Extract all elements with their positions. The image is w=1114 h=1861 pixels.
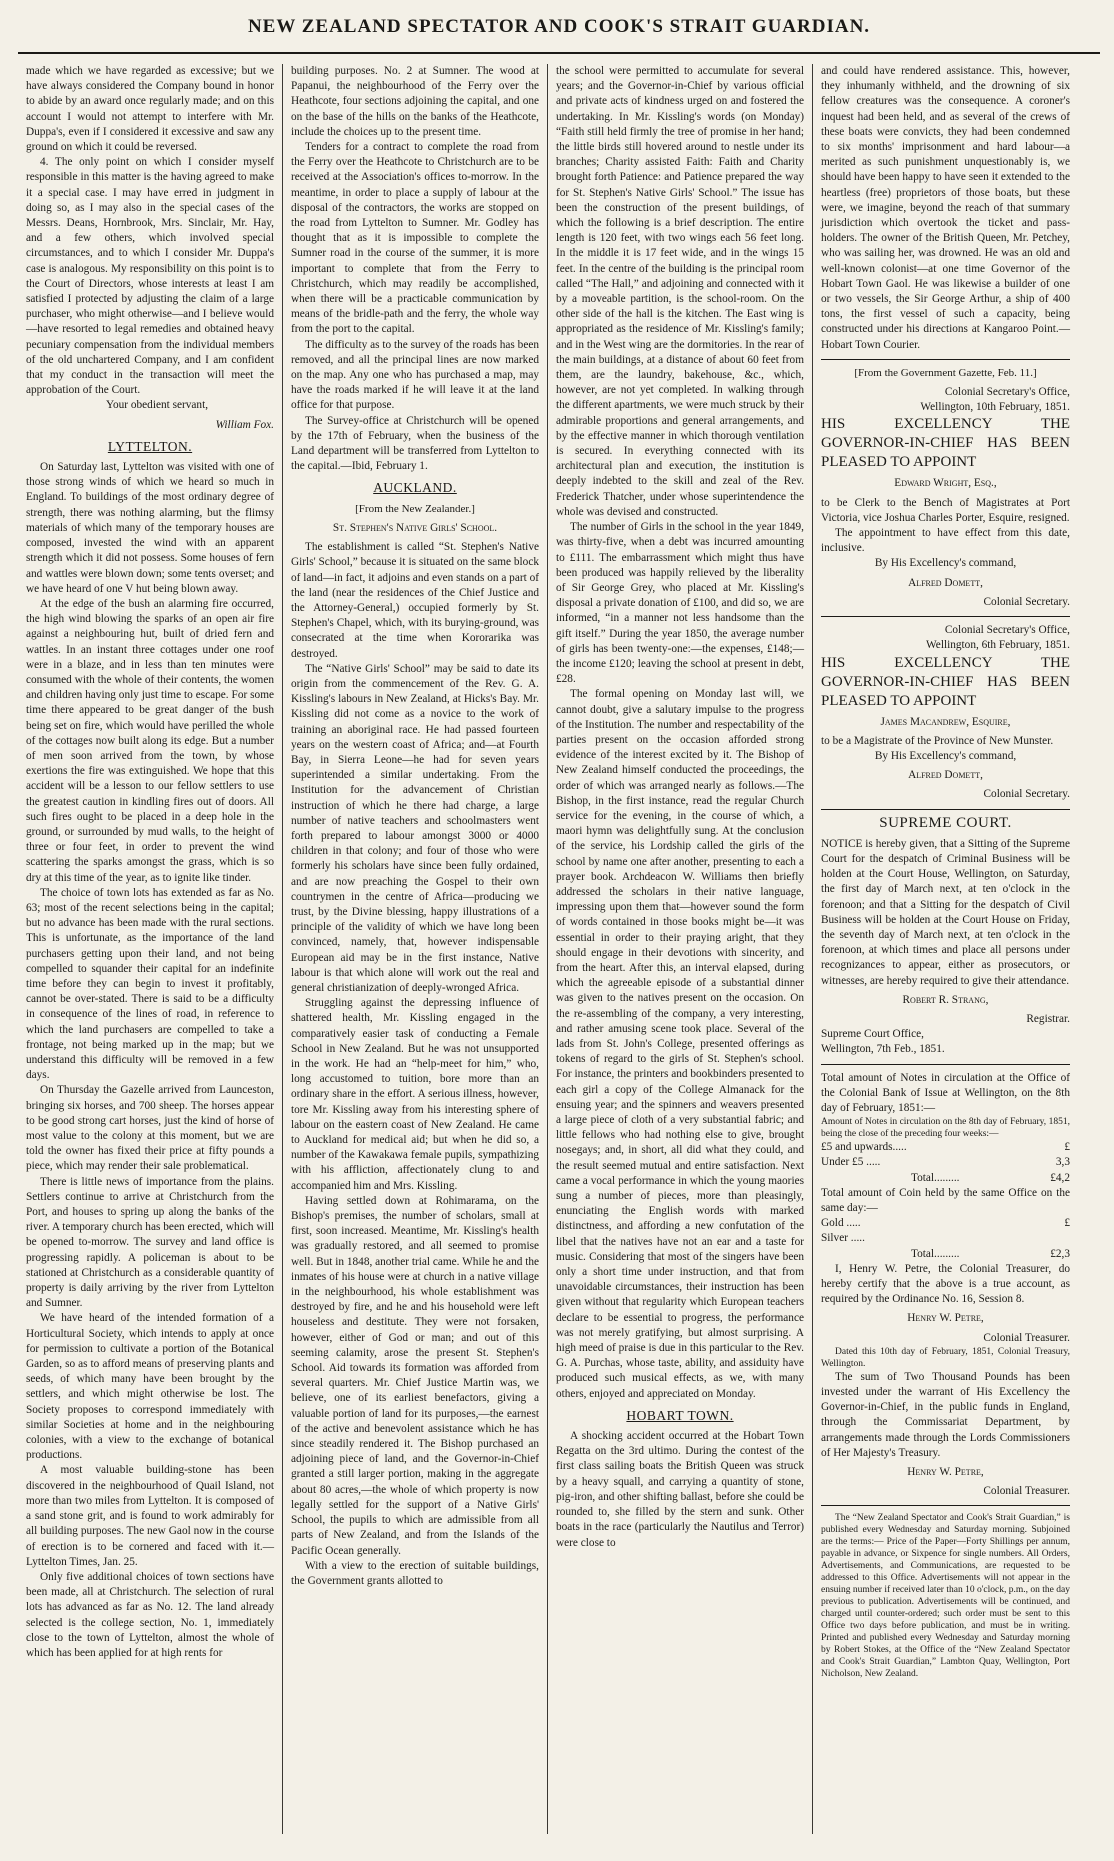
divider [821,1505,1070,1506]
col2-paragraph: Tenders for a contract to complete the road from the Ferry over the Heathcote to Christchurch are to be received at the Association's offices to-morrow. In the meantime, in order to place a supply of labour at the disposal of the contractors, the works are stopped on the road from Lyttelton to Sumner. Mr. Godley has thought that as it is impossible to complete the Sumner road in the course of the summer, it is more important to complete that from the Ferry to Christchurch, which may readily be accomplished, when there will be a practicable communication by means of the bridle-path and the ferry, the whole way from the port to the capital. [291,141,539,336]
row-value: £ [1064,1217,1070,1230]
row-value: £2,3 [1050,1247,1070,1260]
col2-paragraph: The Survey-office at Christchurch will be opened by the 17th of February, when the business of the Land department will be transferred from Lyttelton to the capital.—Ibid, February 1. [291,414,539,473]
treasurer-declaration: I, Henry W. Petre, the Colonial Treasurer, do hereby certify that the above is a true account, as required by the Ordinance No. 16, Session 8. [821,1262,1070,1306]
coin-heading: Total amount of Coin held by the same Office on the same day:— [821,1186,1070,1214]
masthead-rule [18,52,1100,54]
col2-paragraph: The establishment is called “St. Stephen's Native Girls' School,” because it is situated on the same block of land—in fact, it adjoins and even stands on a part of the land (near the residences of the Chief Justice and the Attorney-General,) occupied formerly by St. Stephen's Chapel, which, with its burying-ground, was consecrated at the time when Kororarika was destroyed. [291,541,539,660]
signature-title: Registrar. [1026,1012,1070,1025]
row-label: £5 and upwards..... [821,1141,907,1154]
col1-paragraph: 4. The only point on which I consider myself responsible in this matter is the having agreed to make it a special case. I may have erred in judgment in doing so, as I may also in the special cases of the Messrs. Deans, Hornbrook, Mrs. Sinclair, Mr. Hay, and a few others, which involved special circumstances, and to which I consider Mr. Duppa's case is analogous. My responsibility on this point is to the Court of Directors, whose interests at least I am satisfied I protected by adjusting the claim of a large purchaser, who might otherwise—and I believe would—have resorted to legal remedies and obtained heavy pecuniary compensation from the individual members of the old unchartered Company, and I am confident that my conduct in the transaction will meet the approbation of the Court. [26,156,274,397]
divider [821,809,1070,810]
section-heading-hobart: HOBART TOWN. [626,1407,734,1423]
section-heading-auckland: AUCKLAND. [373,480,457,496]
col2-paragraph: The difficulty as to the survey of the roads has been removed, and all the principal lines are now marked on the map. Any one who has purchased a map, may have the roads marked if he will leave it at the land office for that purpose. [291,338,539,412]
divider [821,616,1070,617]
column-1 [18,64,283,1834]
divider [821,359,1070,360]
col3-paragraph: The formal opening on Monday last will, we cannot doubt, give a salutary impulse to the progress of the Institution. The number and respectability of the parties present on the occasion afforded strong evidence of the interest excited by it. The Bishop of New Zealand himself conducted the proceedings, the order of which was arranged nearly as follows.—The Bishop, in the first instance, read the regular Church service for the evening, in the course of which, a maori hymn was delightfully sung. At the conclusion of the service, his Lordship called the girls of the school by name one after another, presenting to each a prayer book. Archdeacon W. Williams then briefly addressed the scholars in their native language, impressing upon them that—however sound the form of words contained in those books might be—it was essential in order to their praying aright, that they should engage in their devotions with sincerity, and from the heart. After this, an interval elapsed, during which the agreeable episode of a substantial dinner was given to the natives present on the occasion. On the re-assembling of the company, a very interesting, and rather amusing scene took place. Several of the lads from St. John's College, presented offerings as tokens of regard to the girls of St. Stephen's school. For instance, the printers and bookbinders presented to each girl a copy of the College Almanack for the ensuing year; and the spinners and weavers presented a large piece of cloth of a very substantial fabric; and little fellows who had nothing else to give, brought nosegays; and, in short, all did what they could, and the result seemed mutual and entire satisfaction. Next came a vocal performance in which the young maories sung a number of pieces, more than pleasingly, enunciating the English words with marked distinctness, and affording a new confutation of the libel that the natives have not an ear and a taste for music. Considering that most of the singers have been only a short time under instruction, and that from unavoidable circumstances, their instruction has been given without that regularity which European teachers declare to be essential to progress, the performance was not merely gratifying, but almost surprising. A high meed of praise is due in this particular to the Rev. G. A. Purchas, whose taste, ability, and assiduity have produced such musical effects, as we, with many others, enjoyed and appreciated on Monday. [556,688,804,1400]
notice-body: HIS EXCELLENCY THE GOVERNOR-IN-CHIEF HAS BEEN PLEASED TO APPOINT [821,654,1070,709]
columns [18,64,1100,1834]
col1-paragraph: We have heard of the intended formation of a Horticultural Society, which intends to apply at once for permission to cultivate a portion of the Botanical Garden, so as to afford means of preserving plants and seeds, of which many have been brought by the settlers, and which might otherwise be lost. The Society proposes to correspond immediately with similar Societies at home and in the neighbouring colonies, with a view to the exchange of botanical productions. [26,1312,274,1462]
column-4 [813,64,1078,1834]
row-label: Under £5 ..... [821,1156,881,1169]
table-row [821,1140,1070,1155]
signature-name: Henry W. Petre, [907,1466,984,1479]
row-value: 3,3 [1055,1156,1070,1169]
col2-paragraph: The “Native Girls' School” may be said to date its origin from the commencement of the Rev. G. A. Kissling's labours in New Zealand, at Hicks's Bay. Mr. Kissling did not come as a novice to the work of training an aboriginal race. He had passed fourteen years on the western coast of Africa; and—at Fourth Bay, in Sierra Leone—he had for seven years superintended a similar undertaking. From the Institution for the advancement of Christian instruction of which he there had charge, a large number of native teachers and schoolmasters went forth prepared to labour amongst 3000 or 4000 children in that colony; and four of those who were formerly his scholars have since been fully ordained, and are now preaching the Gospel to their own countrymen in the centre of Africa—producing we trust, by the Divine blessing, happy illustrations of a principle of the validity of which we have long been convinced, namely, that, however indispensable European aid may be in the first instance, Native labour is that which alone will work out the real and general christianization of deeply-wronged Africa. [291,662,539,994]
col2-paragraph: Struggling against the depressing influence of shattered health, Mr. Kissling engaged in the comparatively easier task of conducting a Female School in New Zealand. But he was not unsupported in the work. He had an “help-meet for him,” who, long accustomed to tuition, bore more than an ordinary share in the effort. A serious illness, however, tore Mr. Kissling away from his interesting sphere of labour on the eastern coast of New Zealand. He came to Auckland for medical aid; but when he did so, a number of the Kawakawa female pupils, sympathizing with his affliction, affectionately clung to and accompanied him and Mrs. Kissling. [291,997,539,1192]
section-heading-lyttelton: LYTTELTON. [107,438,193,454]
court-office: Supreme Court Office, [821,1028,925,1041]
notice-date: Wellington, 10th February, 1851. [920,401,1070,414]
col1-paragraph: Only five additional choices of town sections have been made, all at Christchurch. The selection of rural lots has advanced as far as No. 12. The land already selected is the college section, No. 1, immediately close to the town of Lyttelton, almost the whole of which has been applied for at high rents for [26,1570,274,1659]
notes-subheading: Amount of Notes in circulation on the 8th day of February, 1851, being the close of the preceding four weeks:— [821,1117,1070,1140]
col2-paragraph: With a view to the erection of suitable buildings, the Government grants allotted to [291,1559,539,1587]
row-value: £ [1064,1141,1070,1154]
notice-text: The appointment to have effect from this date, inclusive. [821,527,1070,555]
col1-paragraph: On Saturday last, Lyttelton was visited with one of those strong winds of which we heard so much in England. To buildings of the most ordinary degree of strength, there was nothing alarming, but the flimsy materials of which many of the temporary houses are composed, invested the wind with an apparent strength which it did not possess. Some houses of fern and wattles were blown down; some tents overset; and we have heard of one V hut being blown away. [26,461,274,595]
column-2 [283,64,548,1834]
letter-signature: William Fox. [215,418,274,431]
col3-paragraph: The number of Girls in the school in the year 1849, was thirty-five, when a debt was incurred amounting to £111. The embarrassment which might thus have been produced was happily relieved by the liberality of Sir George Grey, who placed at Mr. Kissling's disposal a private donation of £100, and did so, we are informed, “in a manner not less handsome than the gift itself.” During the year 1850, the average number of girls has been twenty-one:—the expenses, £148;—the income £120; leaving the school at present in debt, £28. [556,521,804,686]
section-heading-supreme-court: SUPREME COURT. [879,814,1012,831]
col1-paragraph: made which we have regarded as excessive; but we have always considered the Company bound in honor to abide by an award once regularly made; and on this account I would not attempt to interfere with Mr. Duppa's, even if I considered it excessive and saw any ground on which it could be reversed. [26,65,274,154]
col3-paragraph: the school were permitted to accumulate for several years; and the Governor-in-Chief by various official and private acts of kindness urged on and fostered the undertaking. In Mr. Kissling's words (on Monday) “Faith still held firmly the tree of promise in her hand; the little birds still hovered around to nestle under its branches; Charity assisted Faith: Faith and Charity brought forth Patience: and Patience prepared the way for St. Stephen's Native Girls' School.” The issue has been the construction of the present buildings, of which the following is a brief description. The entire length is 120 feet, with two wings each 56 feet long. In the middle it is 17 feet wide, and in the wings 15 feet. In the centre of the building is the principal room called “The Hall,” and adjoining and connected with it by a moveable partition, is the school-room. On the other side of the hall is the kitchen. The East wing is appropriated as the residence of Mr. Kissling's family; and in the West wing are the dormitories. In the rear of the main buildings, at a distance of about 60 feet from them, are the laundry, bakehouse, &c., which, however, are not yet completed. In walking through the different apartments, we were much struck by their admirable proportions and general arrangements, and by the effective manner in which thorough ventilation is secured. In everything connected with its architectural plan and execution, the institution is deeply indebted to the skill and zeal of the Rev. Frederick Thatcher, under whose superintendence the whole was devised and constructed. [556,65,804,518]
row-label: Silver ..... [821,1232,865,1245]
letter-closing: Your obedient servant, [105,399,209,412]
article-subheading: St. Stephen's Native Girls' School. [332,521,498,534]
col1-paragraph: There is little news of importance from the plains. Settlers continue to arrive at Christchurch from the Port, and houses to spring up along the banks of the river. A temporary church has been erected, which will be opened to-morrow. The survey and land office is progressing rapidly. A policeman is about to be stationed at Christchurch as a considerable quantity of property is daily arriving by the river from Lyttelton and Sumner. [26,1175,274,1310]
signature-name: Robert R. Strang, [902,993,989,1006]
source-line: [From the New Zealander.] [355,502,475,515]
signature-title: Colonial Treasurer. [983,1485,1070,1498]
row-label: Gold ..... [821,1217,861,1230]
signature-title: Colonial Secretary. [983,595,1070,608]
notice-office: Colonial Secretary's Office, [944,386,1070,399]
appointee-name: Edward Wright, Esq., [894,477,997,490]
court-date: Wellington, 7th Feb., 1851. [821,1043,945,1056]
table-row [821,1231,1070,1246]
table-row [821,1155,1070,1170]
col1-paragraph: At the edge of the bush an alarming fire occurred, the high wind blowing the sparks of an open air fire against a neighbouring hut, built of dried fern and wattles. In an instant three cottages under one roof were in a blaze, and in less than ten minutes were consumed with the whole of their contents, the women and children having only just time to escape. For some time there appeared to be great danger of the bush being set on fire, which would have perilled the whole of the cottages now built along its edge. But a number of men soon arrived from the town, by whose exertions the fire was extinguished. We hope that this accident will be a lesson to our fellow settlers to use the greatest caution in kindling fires out of doors. All such fires ought to be placed in a deep hole in the ground, or surrounded by mud walls, to the height of three or four feet, in order to prevent the wind scattering the sparks amongst the grass, which is so dry at this time of the year, as to ignite like tinder. [26,597,274,884]
notice-text: to be Clerk to the Bench of Magistrates at Port Victoria, vice Joshua Charles Porter, Esquire, resigned. [821,496,1070,524]
col1-paragraph: A most valuable building-stone has been discovered in the neighbourhood of Quail Island, not more than two miles from Lyttelton. It is composed of a sand stone grit, and is found to work admirably for all building purposes. The new Gaol now in the course of erection is to be cornered and faced with it.—Lyttelton Times, Jan. 25. [26,1464,274,1568]
signature-name: Henry W. Petre, [907,1312,984,1325]
column-3 [548,64,813,1834]
command-line: By His Excellency's command, [874,557,1017,570]
col1-paragraph: The choice of town lots has extended as far as No. 63; most of the recent selections being in the capital; but no advance has been made with the rural sections. This is unfortunate, as the importance of the land purchasers getting upon their land, and not being compelled to squander their capital for an indefinite time before they can begin to invest it profitably, cannot be over-stated. There is said to be a difficulty in consequence of the lines of road, in reference to which the land purchasers are compelled to take a frontage, not being marked up in the map; but we understand this difficulty will be removed in a few days. [26,886,274,1082]
notice-date: Wellington, 6th February, 1851. [926,639,1070,652]
command-line: By His Excellency's command, [874,749,1017,762]
notice-text: to be a Magistrate of the Province of New Munster. [821,734,1054,747]
signature-title: Colonial Secretary. [983,788,1070,801]
signature-name: Alfred Domett, [908,576,983,589]
table-row [821,1171,1070,1186]
notice-body: HIS EXCELLENCY THE GOVERNOR-IN-CHIEF HAS BEEN PLEASED TO APPOINT [821,416,1070,471]
col1-paragraph: On Thursday the Gazelle arrived from Launceston, bringing six horses, and 700 sheep. The horses appear to be good strong cart horses, just the kind of horse of most value to the colony at this moment, but we are told the owner has fixed their price at fifty pounds a piece, which may render their sale problematical. [26,1084,274,1173]
table-row [821,1216,1070,1231]
col2-paragraph: building purposes. No. 2 at Sumner. The wood at Papanui, the neighbourhood of the Ferry over the Heathcote, four sections adjoining the capital, and one on the base of the hills on the banks of the Heathcote, include the choices up to the present time. [291,65,539,138]
signature-name: Alfred Domett, [908,769,983,782]
row-label: Total......... [911,1171,960,1184]
row-value: £4,2 [1050,1171,1070,1184]
signature-title: Colonial Treasurer. [983,1331,1070,1344]
supreme-court-notice: NOTICE is hereby given, that a Sitting of the Supreme Court for the despatch of Criminal Business will be holden at the Court House, Wellington, on Saturday, the first day of March next, at ten o'clock in the forenoon; and that a Sitting for the despatch of Civil Business will be holden at the Court House on Friday, the seventh day of March next, at ten o'clock in the forenoon, at which times and place all persons under recognizances to appear, either as prosecutors, or witnesses, are hereby required to give their attendance. [821,837,1070,987]
col4-paragraph: and could have rendered assistance. This, however, they inhumanly withheld, and the drowning of six fellow creatures was the consequence. A coroner's inquest had been held, and as several of the crews of these boats were convicts, they had been condemned to six months' imprisonment and hard labour—a merited as such punishment unquestionably is, we should have been happy to have seen it extended to the heartless (free) proprietors of those boats, but these were, we imagine, beyond the reach of that summary jurisdiction which overtook the ticket and pass-holders. The owner of the British Queen, Mr. Petchey, who was sailing her, was drowned. He was an old and well-known colonist—at one time Governor of the Hobart Town Gaol. He was likewise a builder of one or two vessels, the Sir George Arthur, a ship of 400 tons, the first vessel of such a capacity, being constructed under his directions at Kangaroo Point.—Hobart Town Courier. [821,65,1070,351]
dated-line: Dated this 10th day of February, 1851, Colonial Treasury, Wellington. [821,1346,1070,1369]
col2-paragraph: Having settled down at Rohimarama, on the Bishop's premises, the number of scholars, small at first, soon increased. Meantime, Mr. Kissling's health was gradually restored, and all seemed to promise well. But in 1848, another trial came. While he and the inmates of his house were at church in a native village in the neighbourhood, his whole establishment was destroyed by fire, and he and his household were left houseless and destitute. They were not forsaken, however, either of God or man; and out of this seeming calamity, arose the present St. Stephen's School. Aid towards its formation was afforded from several quarters. Mr. Chief Justice Martin was, we believe, one of its earliest benefactors, giving a valuable portion of land for its purposes,—the earnest of the active and benevolent assistance which he has since steadily rendered it. The Bishop purchased an adjoining piece of land, and the Governor-in-Chief granted a still larger portion, making in the aggregate about 80 acres,—the whole of which property is now legally settled for the support of a Native Girls' School, the pupils to which are admissible from all parts of New Zealand, and from the Islands of the Pacific Ocean generally. [291,1194,539,1557]
divider [821,1064,1070,1065]
notes-heading: Total amount of Notes in circulation at the Office of the Colonial Bank of Issue at Wellington, on the 8th day of February, 1851:— [821,1071,1070,1114]
gazette-source: [From the Government Gazette, Feb. 11.] [854,366,1037,379]
masthead: NEW ZEALAND SPECTATOR AND COOK'S STRAIT GUARDIAN. [247,16,871,37]
appointee-name: James Macandrew, Esquire, [880,715,1011,728]
notice-office: Colonial Secretary's Office, [944,624,1070,637]
col3-paragraph: A shocking accident occurred at the Hobart Town Regatta on the 3rd ultimo. During the contest of the first class sailing boats the British Queen was struck by a heavy squall, and carrying a quantity of stone, pig-iron, and other shifting ballast, before she could be rounded to, she filled by the stern and sunk. Other boats in the race (particularly the Nautilus and Terror) were close to [556,1430,804,1549]
table-row [821,1247,1070,1262]
imprint: The “New Zealand Spectator and Cook's Strait Guardian,” is published every Wednesday and Saturday morning. Subjoined are the terms:— Price of the Paper—Forty Shillings per annum, payable in advance, or Sixpence for single numbers. All Orders, Advertisements, and Communications, are requested to be addressed to this Office. Advertisements will not appear in the ensuing number if received later than 10 o'clock, p.m., on the day previous to publication. Advertisements will be continued, and charged until counter-ordered; such order must be sent to this Office two days before publication, and must be in writing. Printed and published every Wednesday and Saturday morning by Robert Stokes, at the Office of the “New Zealand Spectator and Cook's Strait Guardian,” Lambton Quay, Wellington, Port Nicholson, New Zealand. [821,1513,1070,1680]
row-label: Total......... [911,1247,960,1260]
funds-notice: The sum of Two Thousand Pounds has been invested under the warrant of His Excellency the Governor-in-Chief, in the public funds in England, through the Commissariat Department, by arrangements made through the Lords Commissioners of Her Majesty's Treasury. [821,1370,1070,1459]
